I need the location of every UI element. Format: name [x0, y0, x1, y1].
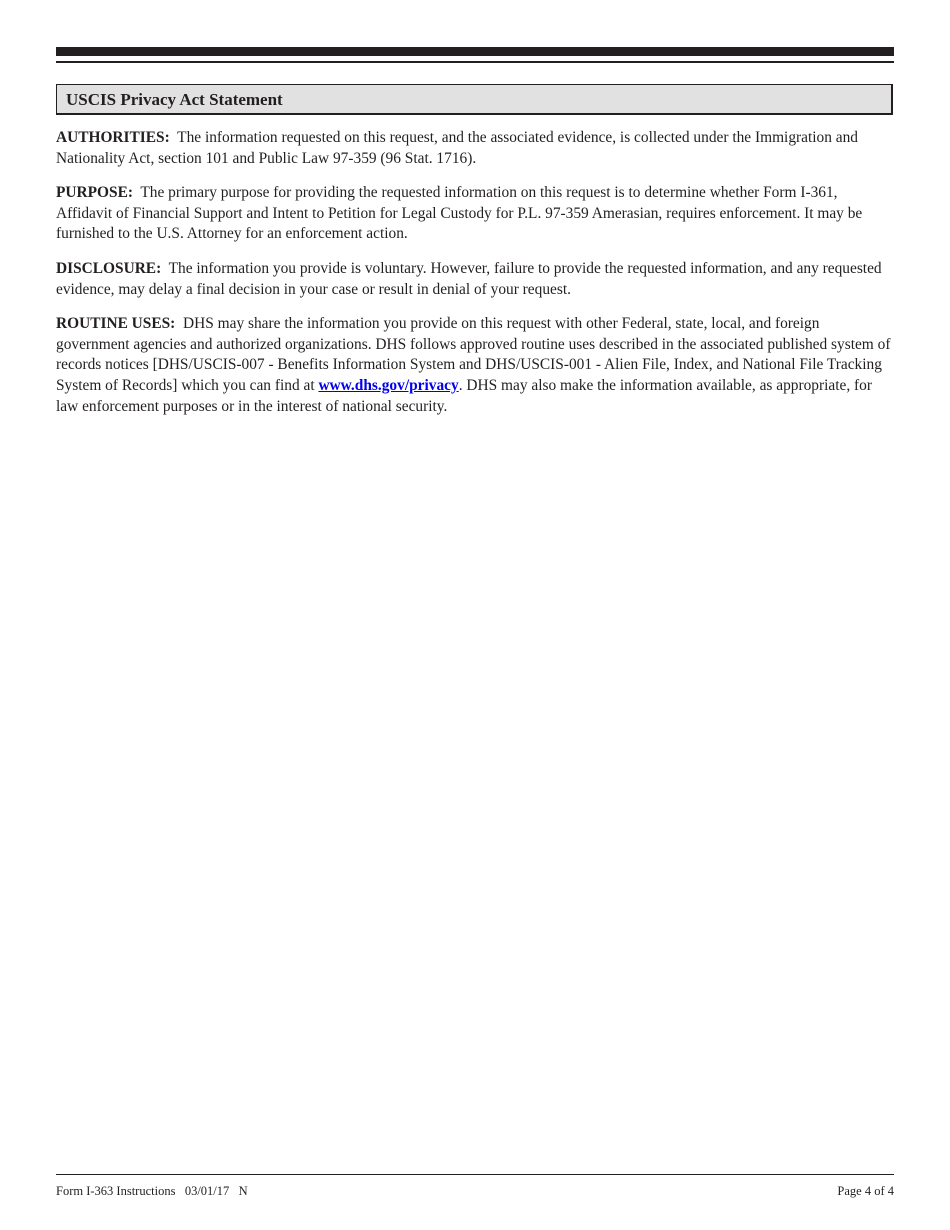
- paragraph-text-after-link: . DHS may also make the information available, as appropriate, for law enforcement purposes or in the interest of national security.: [56, 376, 872, 415]
- paragraph-text: The information you provide is voluntary. However, failure to provide the requested information, and any requested evidence, may delay a final decision in your case or result in denial of your request.: [56, 259, 882, 298]
- footer-edition-code: N: [238, 1184, 248, 1198]
- paragraph-label: AUTHORITIES:: [56, 129, 170, 146]
- paragraph-text: The primary purpose for providing the requested information on this request is to determine whether Form I-361, Affidavit of Financial Support and Intent to Petition for Legal Custody for P.L. 97-359 Amerasian, requires enforcement. It may be furnished to the U.S. Attorney for an enforcement action.: [56, 184, 863, 243]
- document-page: [56, 0, 894, 1230]
- paragraph-label: PURPOSE:: [56, 184, 133, 202]
- footer-edition-date: 03/01/17: [184, 1184, 230, 1198]
- top-thick-rule: [56, 47, 894, 56]
- top-thin-rule: [56, 61, 894, 63]
- paragraph-disclosure: [56, 259, 894, 300]
- paragraph-text-before-link: DHS may share the information you provide on this request with other Federal, state, local, and foreign government agencies and authorized organizations. DHS follows approved routine uses described in the associated published system of records notices [DHS/USCIS-007 - Benefits Information System and DHS/USCIS-001 - Alien File, Index, and National File Tracking System of Records] which you can find at: [56, 315, 891, 394]
- paragraph-authorities: [56, 128, 894, 169]
- dhs-privacy-link[interactable]: www.dhs.gov/privacy: [318, 376, 459, 394]
- paragraph-purpose: [56, 183, 894, 245]
- footer-rule: [56, 1174, 894, 1175]
- paragraph-text: The information requested on this request, and the associated evidence, is collected under the Immigration and Nationality Act, section 101 and Public Law 97-359 (96 Stat. 1716).: [56, 129, 858, 167]
- paragraph-label: ROUTINE USES:: [56, 315, 176, 333]
- section-header-box: [56, 84, 893, 115]
- paragraph-routine-uses: [56, 314, 894, 417]
- footer-page-number: Page 4 of 4: [837, 1184, 894, 1198]
- footer-form-info: [56, 1183, 248, 1199]
- paragraph-label: DISCLOSURE:: [56, 259, 162, 277]
- footer-form-name: Form I-363 Instructions: [56, 1184, 176, 1198]
- section-title: USCIS Privacy Act Statement: [66, 90, 283, 109]
- privacy-statement-body: [56, 128, 894, 431]
